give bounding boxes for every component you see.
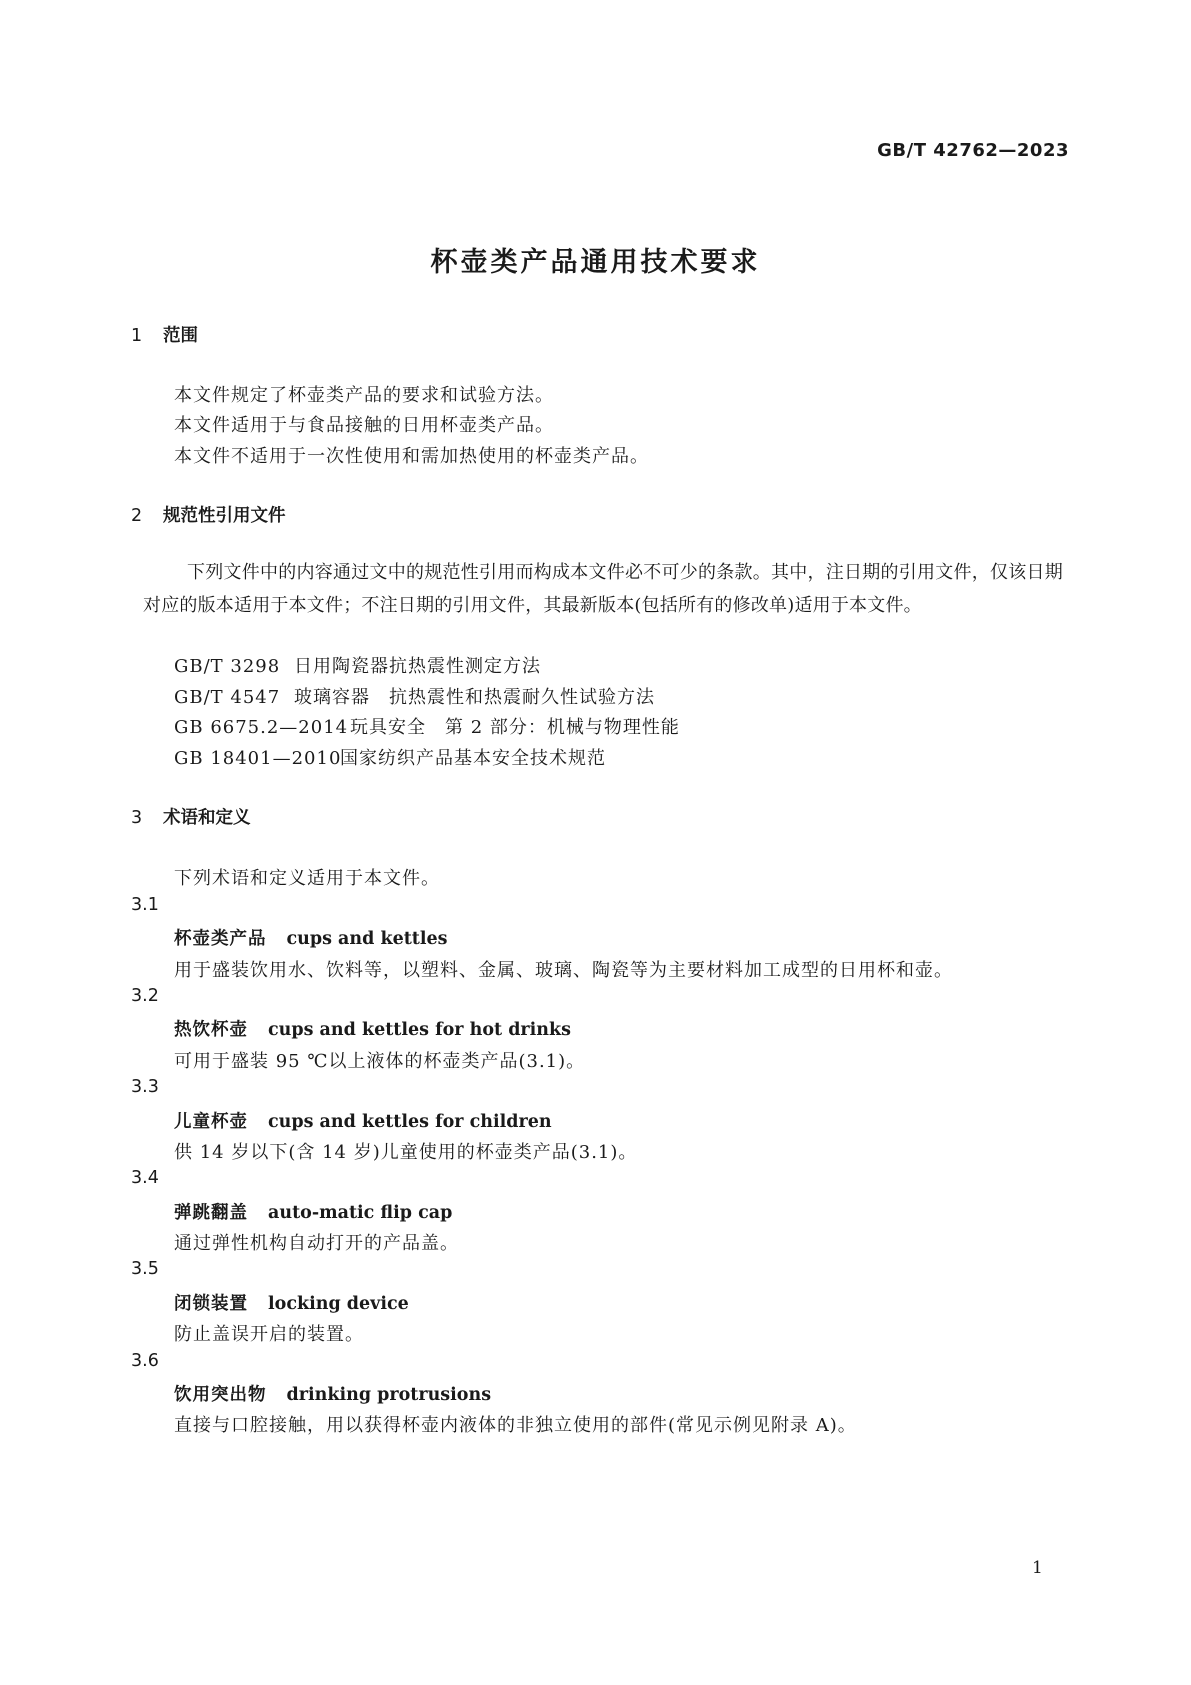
section-heading-scope — [131, 322, 198, 347]
term-english: auto-matic flip cap — [268, 1203, 453, 1223]
reference-code: GB/T 3298 — [174, 656, 281, 677]
reference-name: 玻璃容器 抗热震性和热震耐久性试验方法 — [294, 687, 655, 708]
term-chinese: 闭锁装置 — [174, 1294, 248, 1314]
section-heading-normative-references — [131, 502, 286, 527]
references-intro-paragraph: 下列文件中的内容通过文中的规范性引用而构成本文件必不可少的条款。其中，注日期的引用文件，仅该日期对应的版本适用于本文件；不注日期的引用文件，其最新版本(包括所有的修改单)适用于本文件。 — [143, 562, 1063, 616]
term-chinese: 儿童杯壶 — [174, 1112, 248, 1132]
term-definition: 供 14 岁以下(含 14 岁)儿童使用的杯壶类产品(3.1)。 — [174, 1142, 638, 1163]
term-entry — [174, 1290, 409, 1315]
reference-code: GB 18401—2010 — [174, 748, 342, 769]
term-definition: 可用于盛装 95 ℃以上液体的杯壶类产品(3.1)。 — [174, 1051, 586, 1072]
reference-item — [174, 713, 680, 739]
term-chinese: 弹跳翻盖 — [174, 1203, 248, 1223]
clause-number: 3.6 — [131, 1351, 159, 1371]
term-definition: 用于盛装饮用水、饮料等，以塑料、金属、玻璃、陶瓷等为主要材料加工成型的日用杯和壶。 — [174, 960, 953, 981]
page-number: 1 — [1032, 1558, 1043, 1578]
clause-number: 3.5 — [131, 1259, 159, 1279]
section-number: 3 — [131, 808, 143, 828]
clause-number: 3.1 — [131, 895, 159, 915]
section-number: 2 — [131, 506, 143, 526]
term-chinese: 热饮杯壶 — [174, 1020, 248, 1040]
term-english: cups and kettles for hot drinks — [268, 1020, 571, 1040]
term-english: cups and kettles for children — [268, 1112, 552, 1132]
scope-paragraph: 本文件规定了杯壶类产品的要求和试验方法。 — [174, 385, 554, 406]
term-english: cups and kettles — [286, 929, 448, 949]
section-title: 术语和定义 — [163, 808, 251, 828]
term-entry — [174, 1108, 552, 1133]
term-chinese: 杯壶类产品 — [174, 929, 267, 949]
term-definition: 防止盖误开启的装置。 — [174, 1324, 364, 1345]
terms-intro-paragraph: 下列术语和定义适用于本文件。 — [174, 868, 440, 889]
reference-code: GB 6675.2—2014 — [174, 717, 349, 738]
reference-code: GB/T 4547 — [174, 687, 281, 708]
scope-paragraph: 本文件适用于与食品接触的日用杯壶类产品。 — [174, 415, 554, 436]
scope-paragraph: 本文件不适用于一次性使用和需加热使用的杯壶类产品。 — [174, 446, 649, 467]
reference-name: 国家纺织产品基本安全技术规范 — [340, 748, 606, 769]
term-entry — [174, 1381, 491, 1406]
section-number: 1 — [131, 326, 143, 346]
section-title: 范围 — [163, 326, 198, 346]
term-entry — [174, 1016, 571, 1041]
reference-item — [174, 683, 655, 709]
reference-name: 日用陶瓷器抗热震性测定方法 — [294, 656, 541, 677]
document-title: 杯壶类产品通用技术要求 — [430, 247, 761, 278]
document-code: GB/T 42762—2023 — [877, 140, 1069, 161]
clause-number: 3.3 — [131, 1077, 159, 1097]
reference-item — [174, 744, 606, 770]
reference-name: 玩具安全 第 2 部分：机械与物理性能 — [350, 717, 680, 738]
term-definition: 通过弹性机构自动打开的产品盖。 — [174, 1233, 459, 1254]
term-definition: 直接与口腔接触，用以获得杯壶内液体的非独立使用的部件(常见示例见附录 A)。 — [174, 1415, 857, 1436]
term-entry — [174, 1199, 452, 1224]
term-english: locking device — [268, 1294, 409, 1314]
term-entry — [174, 925, 448, 950]
clause-number: 3.2 — [131, 986, 159, 1006]
clause-number: 3.4 — [131, 1168, 159, 1188]
term-chinese: 饮用突出物 — [174, 1385, 267, 1405]
section-heading-terms-and-definitions — [131, 804, 251, 829]
reference-item — [174, 652, 541, 678]
term-english: drinking protrusions — [286, 1385, 492, 1405]
section-title: 规范性引用文件 — [163, 506, 286, 526]
